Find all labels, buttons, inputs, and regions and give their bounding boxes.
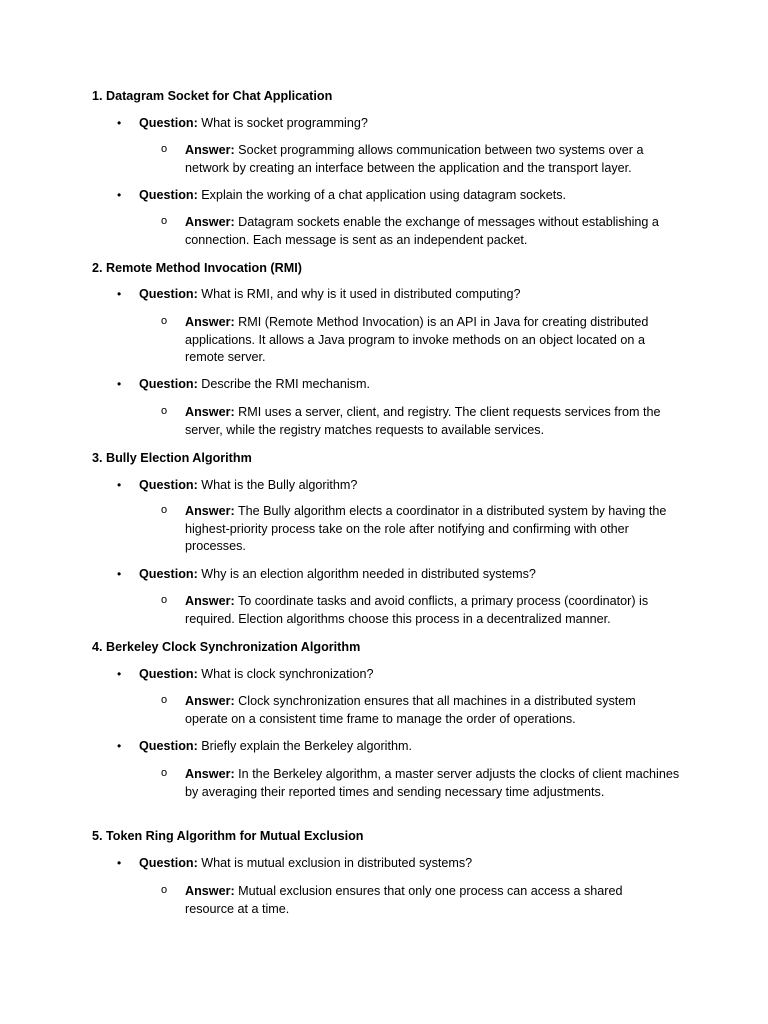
question-item [117, 666, 699, 684]
question-text: Why is an election algorithm needed in distributed systems? [197, 567, 536, 581]
answer-text: Clock synchronization ensures that all machines in a distributed system operate on a consistent time frame to manage the order of operations. [185, 694, 636, 726]
question-item [117, 566, 699, 584]
hollow-bullet-icon: o [161, 594, 168, 606]
answer-label: Answer: [185, 405, 235, 419]
answer-item [161, 404, 680, 439]
question-label: Question: [139, 287, 198, 301]
hollow-bullet-icon: o [161, 405, 168, 417]
question-text: What is socket programming? [197, 116, 368, 130]
answer-item [161, 503, 680, 556]
section-heading: 2. Remote Method Invocation (RMI) [92, 261, 302, 275]
question-text: Briefly explain the Berkeley algorithm. [197, 739, 412, 753]
hollow-bullet-icon: o [161, 315, 168, 327]
answer-label: Answer: [185, 767, 235, 781]
hollow-bullet-icon: o [161, 215, 168, 227]
answer-label: Answer: [185, 884, 235, 898]
section-heading: 1. Datagram Socket for Chat Application [92, 89, 333, 103]
bullet-icon: • [117, 287, 122, 301]
hollow-bullet-icon: o [161, 504, 168, 516]
answer-item [161, 766, 680, 801]
question-item [117, 187, 699, 205]
answer-label: Answer: [185, 504, 235, 518]
bullet-icon: • [117, 856, 122, 870]
question-text: What is mutual exclusion in distributed systems? [197, 856, 473, 870]
question-item [117, 376, 699, 394]
question-label: Question: [139, 377, 198, 391]
answer-text: Datagram sockets enable the exchange of messages without establishing a connection. Each message is sent as an independent packet. [185, 215, 659, 247]
answer-label: Answer: [185, 215, 235, 229]
question-text: What is RMI, and why is it used in distributed computing? [197, 287, 521, 301]
answer-text: RMI uses a server, client, and registry. The client requests services from the server, while the registry matches requests to available services. [185, 405, 661, 437]
answer-text: The Bully algorithm elects a coordinator in a distributed system by having the highest-priority process take on the role after notifying and confirming with other processes. [185, 504, 667, 553]
bullet-icon: • [117, 377, 122, 391]
question-item [117, 738, 699, 756]
section-heading: 5. Token Ring Algorithm for Mutual Exclusion [92, 829, 364, 843]
question-label: Question: [139, 116, 198, 130]
answer-label: Answer: [185, 594, 235, 608]
question-label: Question: [139, 856, 198, 870]
answer-text: Socket programming allows communication between two systems over a network by creating an interface between the application and the transport layer. [185, 143, 644, 175]
question-label: Question: [139, 739, 198, 753]
question-item [117, 855, 699, 873]
question-text: Describe the RMI mechanism. [197, 377, 370, 391]
section-heading: 3. Bully Election Algorithm [92, 451, 252, 465]
question-item [117, 115, 699, 133]
answer-item [161, 314, 680, 367]
question-item [117, 477, 699, 495]
answer-text: To coordinate tasks and avoid conflicts, a primary process (coordinator) is required. Election algorithms choose this process in a decentralized manner. [185, 594, 649, 626]
bullet-icon: • [117, 667, 122, 681]
question-label: Question: [139, 188, 198, 202]
answer-item [161, 693, 680, 728]
answer-text: Mutual exclusion ensures that only one process can access a shared resource at a time. [185, 884, 623, 916]
answer-item [161, 142, 680, 177]
answer-label: Answer: [185, 315, 235, 329]
bullet-icon: • [117, 116, 122, 130]
bullet-icon: • [117, 739, 122, 753]
hollow-bullet-icon: o [161, 143, 168, 155]
bullet-icon: • [117, 478, 122, 492]
answer-text: RMI (Remote Method Invocation) is an API in Java for creating distributed applications. It allows a Java program to invoke methods on an object located on a remote server. [185, 315, 649, 364]
answer-label: Answer: [185, 694, 235, 708]
hollow-bullet-icon: o [161, 767, 168, 779]
question-label: Question: [139, 567, 198, 581]
bullet-icon: • [117, 188, 122, 202]
answer-label: Answer: [185, 143, 235, 157]
question-text: What is clock synchronization? [197, 667, 374, 681]
answer-item [161, 214, 680, 249]
answer-text: In the Berkeley algorithm, a master server adjusts the clocks of client machines by averaging their reported times and sending necessary time adjustments. [185, 767, 680, 799]
question-text: Explain the working of a chat application using datagram sockets. [197, 188, 567, 202]
answer-item [161, 593, 680, 628]
hollow-bullet-icon: o [161, 884, 168, 896]
question-text: What is the Bully algorithm? [197, 478, 358, 492]
answer-item [161, 883, 645, 918]
question-item [117, 286, 699, 304]
bullet-icon: • [117, 567, 122, 581]
hollow-bullet-icon: o [161, 694, 168, 706]
question-label: Question: [139, 478, 198, 492]
question-label: Question: [139, 667, 198, 681]
section-heading: 4. Berkeley Clock Synchronization Algorithm [92, 640, 361, 654]
